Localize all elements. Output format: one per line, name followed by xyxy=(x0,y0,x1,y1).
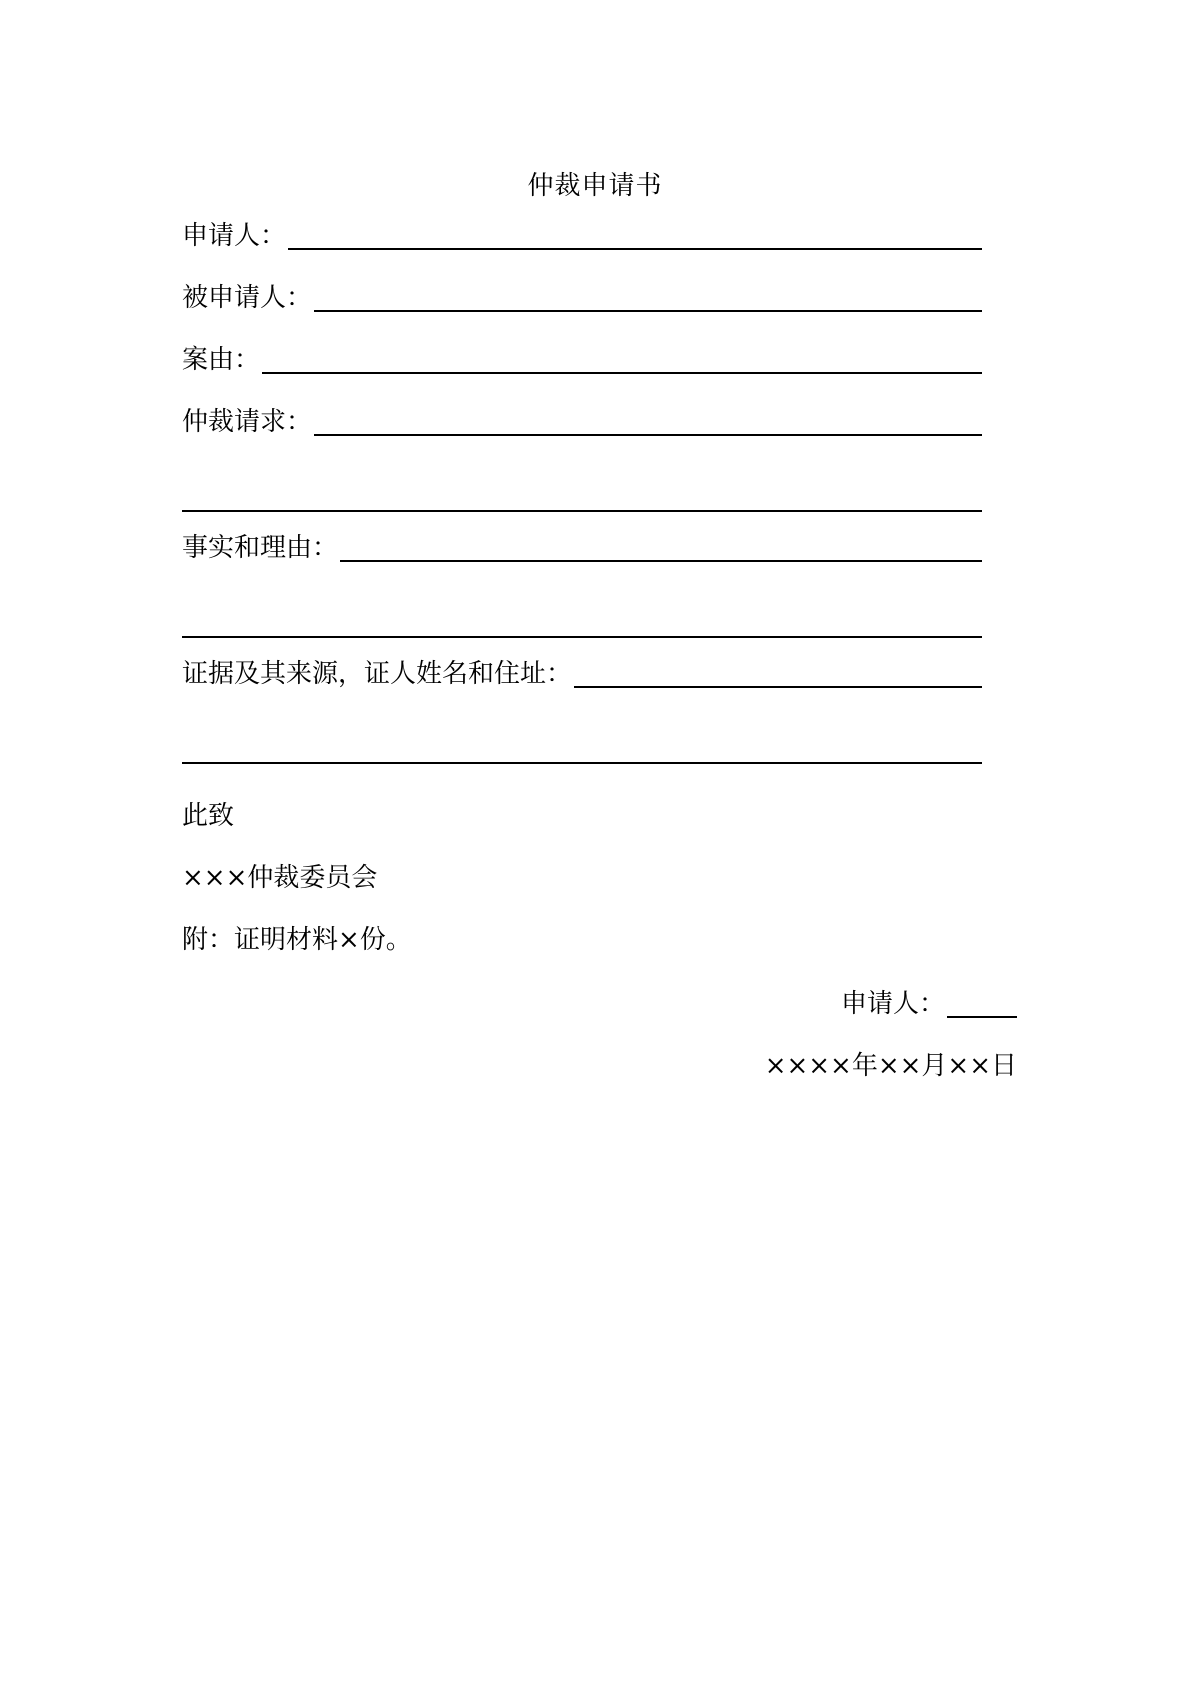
document-title: 仲裁申请书 xyxy=(527,171,663,201)
cause-label: 案由： xyxy=(182,345,261,375)
respondent-row xyxy=(182,276,982,316)
date-row xyxy=(765,1048,1017,1084)
evidence-label: 证据及其来源，证人姓名和住址： xyxy=(182,659,573,689)
signature-label: 申请人： xyxy=(840,989,945,1019)
applicant-blank[interactable] xyxy=(288,248,982,250)
claims-blank[interactable] xyxy=(314,434,982,436)
signature-date: ××××年××月××日 xyxy=(764,1051,1017,1081)
evidence-row xyxy=(182,652,982,692)
respondent-blank[interactable] xyxy=(314,310,982,312)
facts-blank-line-2[interactable] xyxy=(182,636,982,638)
applicant-label: 申请人： xyxy=(182,221,287,251)
claims-label: 仲裁请求： xyxy=(182,407,313,437)
claims-blank-line-2[interactable] xyxy=(182,510,982,512)
evidence-blank[interactable] xyxy=(574,686,982,688)
attachment-text: 附：证明材料×份。 xyxy=(182,925,412,955)
facts-label: 事实和理由： xyxy=(182,533,339,563)
salutation-text: 此致 xyxy=(182,801,235,831)
claims-row xyxy=(182,400,982,440)
evidence-blank-line-2[interactable] xyxy=(182,762,982,764)
facts-row xyxy=(182,526,982,566)
applicant-row xyxy=(182,214,982,254)
respondent-label: 被申请人： xyxy=(182,283,313,313)
cause-row xyxy=(182,338,982,378)
cause-blank[interactable] xyxy=(262,372,982,374)
committee-text: ×××仲裁委员会 xyxy=(182,863,378,893)
signature-row xyxy=(841,986,1017,1022)
signature-blank[interactable] xyxy=(947,1016,1017,1018)
facts-blank[interactable] xyxy=(340,560,982,562)
